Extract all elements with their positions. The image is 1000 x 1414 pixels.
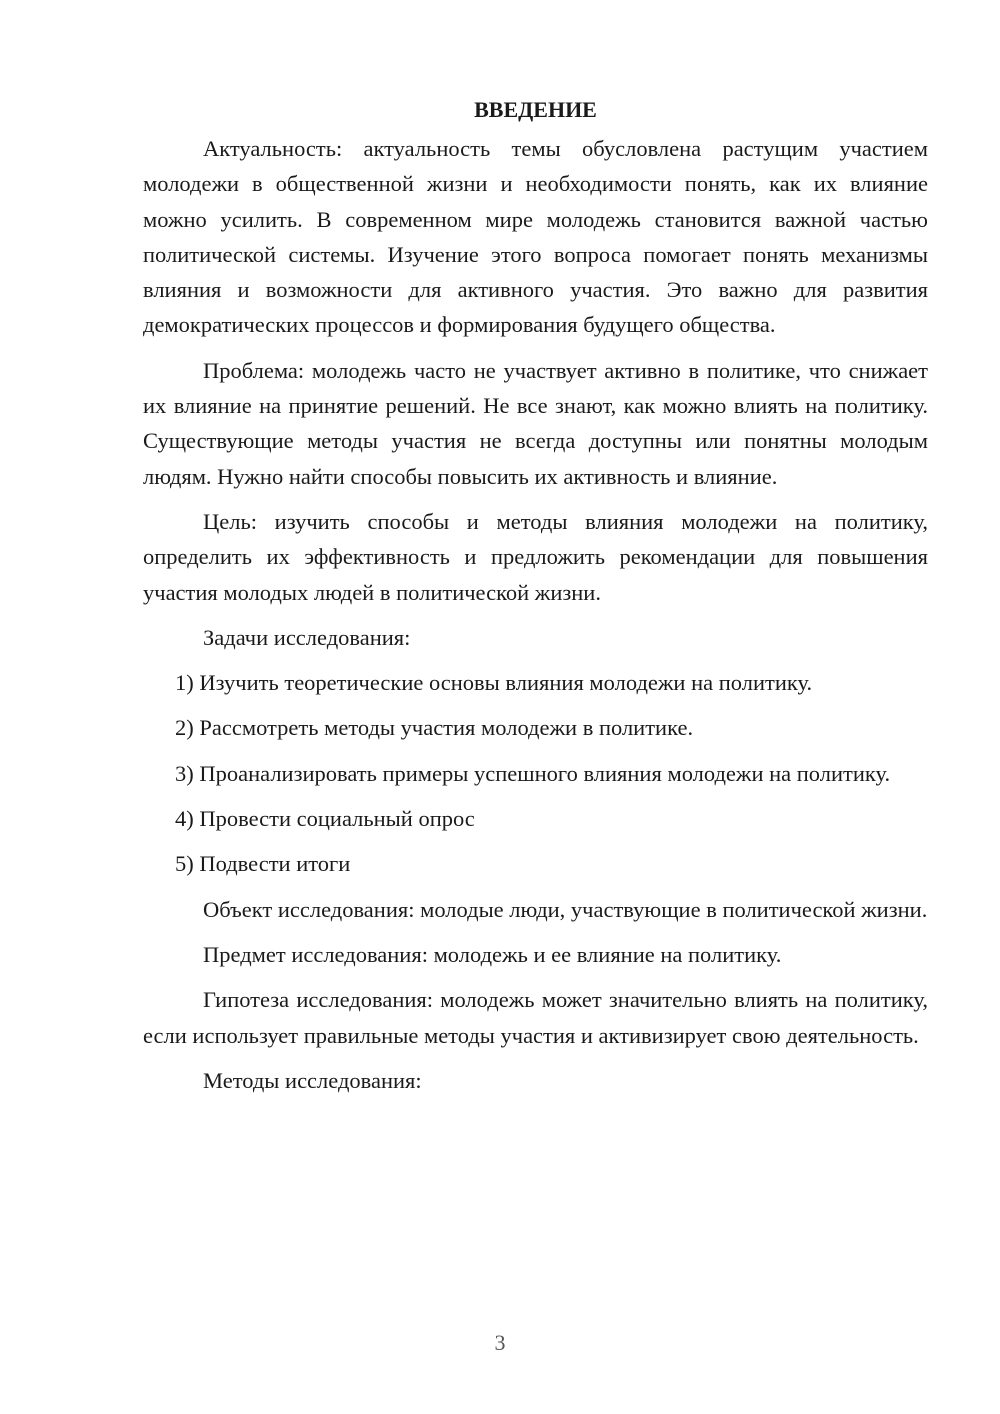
task-item-4: 4) Провести социальный опрос [175, 806, 475, 832]
methods-heading: Методы исследования: [203, 1067, 422, 1093]
paragraph-relevance: Актуальность: актуальность темы обусловлена растущим участием молодежи в общественной жизни и необходимости понять, как их влияние можно усилить. В современном мире молодежь становится важной частью политической системы. Изучение этого вопроса помогает понять механизмы влияния и возможности для активного участия. Это важно для развития демократических процессов и формирования будущего общества. [143, 136, 928, 338]
page-number: 3 [494, 1330, 506, 1355]
paragraph-hypothesis: Гипотеза исследования: молодежь может значительно влиять на политику, если использует правильные методы участия и активизирует свою деятельность. [143, 987, 928, 1048]
tasks-heading: Задачи исследования: [203, 624, 411, 650]
paragraph-problem: Проблема: молодежь часто не участвует активно в политике, что снижает их влияние на принятие решений. Не все знают, как можно влиять на политику. Существующие методы участия не всегда доступны или понятны молодым людям. Нужно найти способы повысить их активность и влияние. [143, 357, 928, 489]
task-item-2: 2) Рассмотреть методы участия молодежи в политике. [175, 715, 694, 741]
document-page [143, 92, 928, 1098]
task-item-1: 1) Изучить теоретические основы влияния молодежи на политику. [175, 670, 813, 696]
task-item-3: 3) Проанализировать примеры успешного влияния молодежи на политику. [175, 760, 891, 786]
paragraph-goal: Цель: изучить способы и методы влияния молодежи на политику, определить их эффективность и предложить рекомендации для повышения участия молодых людей в политической жизни. [143, 508, 928, 605]
task-item-5: 5) Подвести итоги [175, 851, 351, 877]
paragraph-subject: Предмет исследования: молодежь и ее влияние на политику. [203, 941, 782, 967]
page-title: ВВЕДЕНИЕ [474, 97, 597, 122]
paragraph-object: Объект исследования: молодые люди, участвующие в политической жизни. [203, 896, 928, 922]
